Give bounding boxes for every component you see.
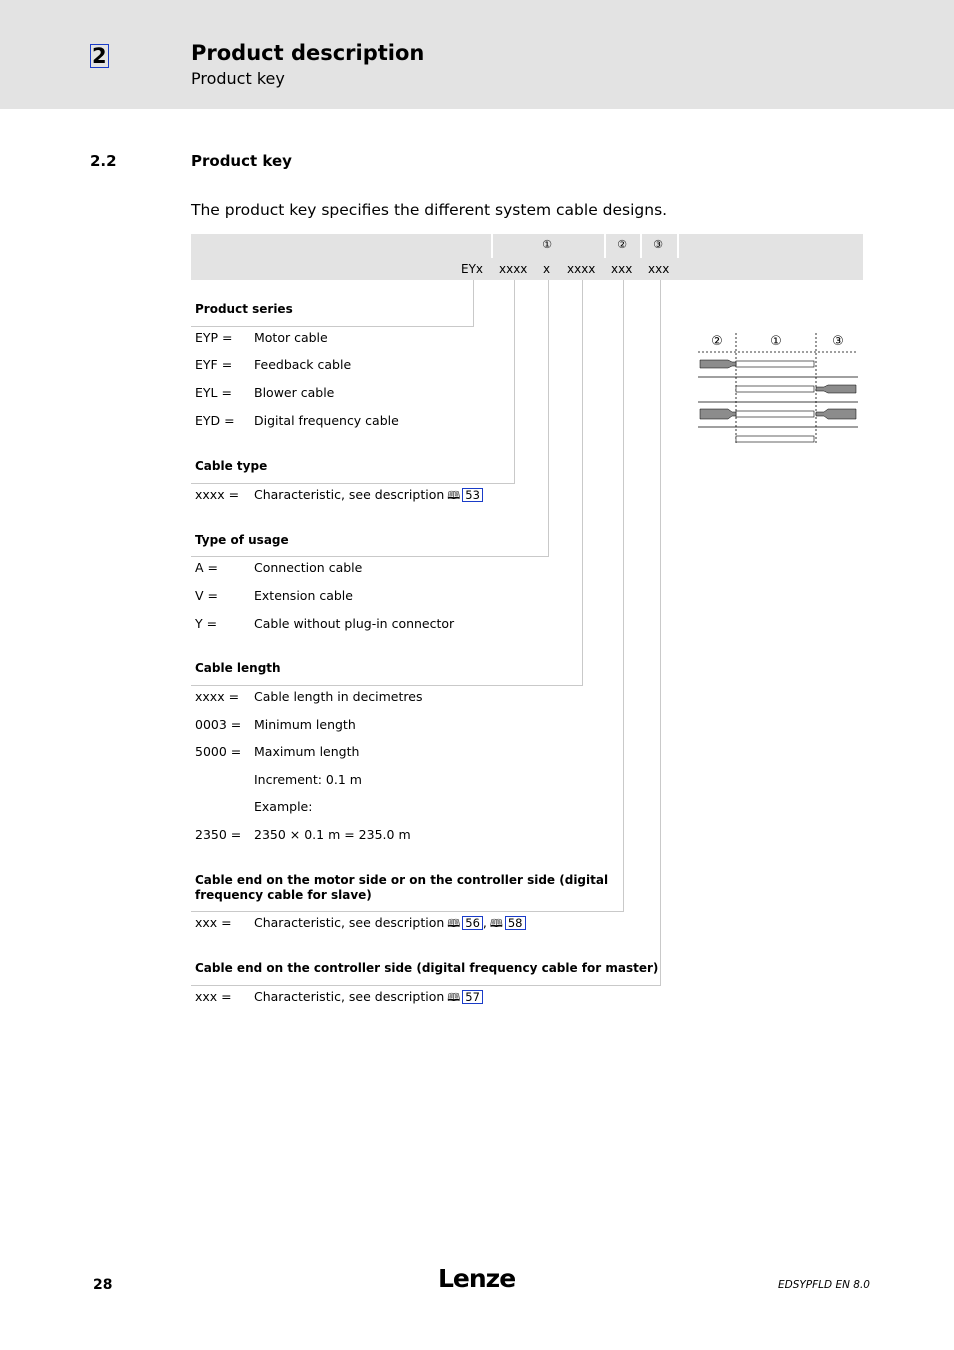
key-description: Example:	[254, 799, 313, 814]
header-band	[0, 0, 954, 109]
cable-body	[736, 436, 814, 442]
key-description: Extension cable	[254, 588, 353, 603]
key-description: 2350 × 0.1 m = 235.0 m	[254, 827, 411, 842]
diagram-label-1: ①	[770, 334, 782, 349]
key-code: 0003 =	[195, 717, 242, 732]
connector-line	[582, 280, 583, 686]
group-title-type-of-usage: Type of usage	[195, 533, 289, 547]
key-description: Minimum length	[254, 717, 356, 732]
key-code: 2350 =	[195, 827, 242, 842]
key-description: Blower cable	[254, 385, 335, 400]
key-code: Y =	[195, 616, 218, 631]
band-separator	[677, 234, 679, 258]
code-usage: x	[543, 262, 551, 276]
page-number: 28	[93, 1277, 113, 1293]
chapter-subtitle: Product key	[191, 69, 285, 88]
group-title-cable-type: Cable type	[195, 459, 268, 473]
callout-1: ①	[542, 238, 552, 251]
intro-text: The product key specifies the different system cable designs.	[191, 201, 668, 219]
key-description: Digital frequency cable	[254, 413, 399, 428]
code-cable-type: xxxx	[499, 262, 528, 276]
callout-2: ②	[617, 238, 627, 251]
cable-body	[736, 411, 814, 417]
key-description: Feedback cable	[254, 357, 352, 372]
group-underline	[191, 556, 549, 557]
band-separator	[491, 234, 493, 258]
description-text: Characteristic, see description	[254, 989, 445, 1004]
callout-3: ③	[653, 238, 663, 251]
group-title-cable-end-master: Cable end on the controller side (digital frequency cable for master)	[195, 961, 659, 975]
code-length: xxxx	[567, 262, 596, 276]
page-ref-link[interactable]: 58	[505, 916, 526, 930]
band-separator	[604, 234, 606, 258]
book-icon: 🕮	[447, 991, 461, 1004]
connector-icon	[700, 360, 736, 368]
key-code: EYF =	[195, 357, 233, 372]
description-text: Characteristic, see description	[254, 487, 445, 502]
key-code: EYD =	[195, 413, 235, 428]
connector-icon	[816, 409, 856, 419]
section-number: 2.2	[90, 152, 117, 170]
key-description: Connection cable	[254, 560, 363, 575]
key-code: A =	[195, 560, 218, 575]
book-icon: 🕮	[489, 917, 503, 930]
connector-line	[514, 280, 515, 483]
connector-line	[548, 280, 549, 557]
group-underline	[191, 985, 661, 986]
key-code: EYL =	[195, 385, 232, 400]
diagram-label-3: ③	[832, 334, 844, 349]
diagram-label-2: ②	[711, 334, 723, 349]
group-underline	[191, 911, 624, 912]
code-end-motor: xxx	[611, 262, 633, 276]
cable-body	[736, 386, 814, 392]
connector-icon	[700, 409, 736, 419]
key-description: Maximum length	[254, 744, 360, 759]
connector-line	[473, 280, 474, 327]
key-description: Cable length in decimetres	[254, 689, 423, 704]
section-title: Product key	[191, 152, 292, 170]
group-underline	[191, 326, 474, 327]
page-ref-link[interactable]: 56	[462, 916, 483, 930]
group-title-cable-length: Cable length	[195, 661, 281, 675]
key-description	[254, 487, 483, 506]
key-description	[254, 989, 483, 1008]
key-code: xxx =	[195, 915, 232, 930]
connector-line	[660, 280, 661, 985]
page-ref-link[interactable]: 53	[462, 488, 483, 502]
group-underline	[191, 685, 583, 686]
band-separator	[640, 234, 642, 258]
connector-line	[623, 280, 624, 912]
chapter-number-link[interactable]: 2	[92, 44, 107, 68]
code-end-controller: xxx	[648, 262, 670, 276]
key-code: xxx =	[195, 989, 232, 1004]
key-description: Characteristic, see description 🕮 56 , 🕮 58	[254, 915, 526, 934]
connector-icon	[816, 385, 856, 393]
key-code: xxxx =	[195, 487, 240, 502]
cable-diagram	[698, 330, 860, 446]
lenze-logo: Lenze	[438, 1264, 516, 1293]
code-series: EYx	[461, 262, 484, 276]
description-text: Characteristic, see description	[254, 915, 445, 930]
key-code: V =	[195, 588, 218, 603]
key-code: 5000 =	[195, 744, 242, 759]
key-description: Cable without plug-in connector	[254, 616, 455, 631]
page-ref-link[interactable]: 57	[462, 990, 483, 1004]
book-icon: 🕮	[447, 917, 461, 930]
key-code: EYP =	[195, 330, 233, 345]
document-id: EDSYPFLD EN 8.0	[778, 1279, 870, 1291]
cable-body	[736, 361, 814, 367]
key-description: Motor cable	[254, 330, 328, 345]
book-icon: 🕮	[447, 489, 461, 502]
group-title-cable-end-slave: Cable end on the motor side or on the controller side (digital frequency cable for slave)	[195, 873, 609, 902]
key-description: Increment: 0.1 m	[254, 772, 362, 787]
group-title-product-series: Product series	[195, 302, 293, 316]
group-underline	[191, 483, 515, 484]
key-code: xxxx =	[195, 689, 240, 704]
chapter-title: Product description	[191, 41, 425, 65]
